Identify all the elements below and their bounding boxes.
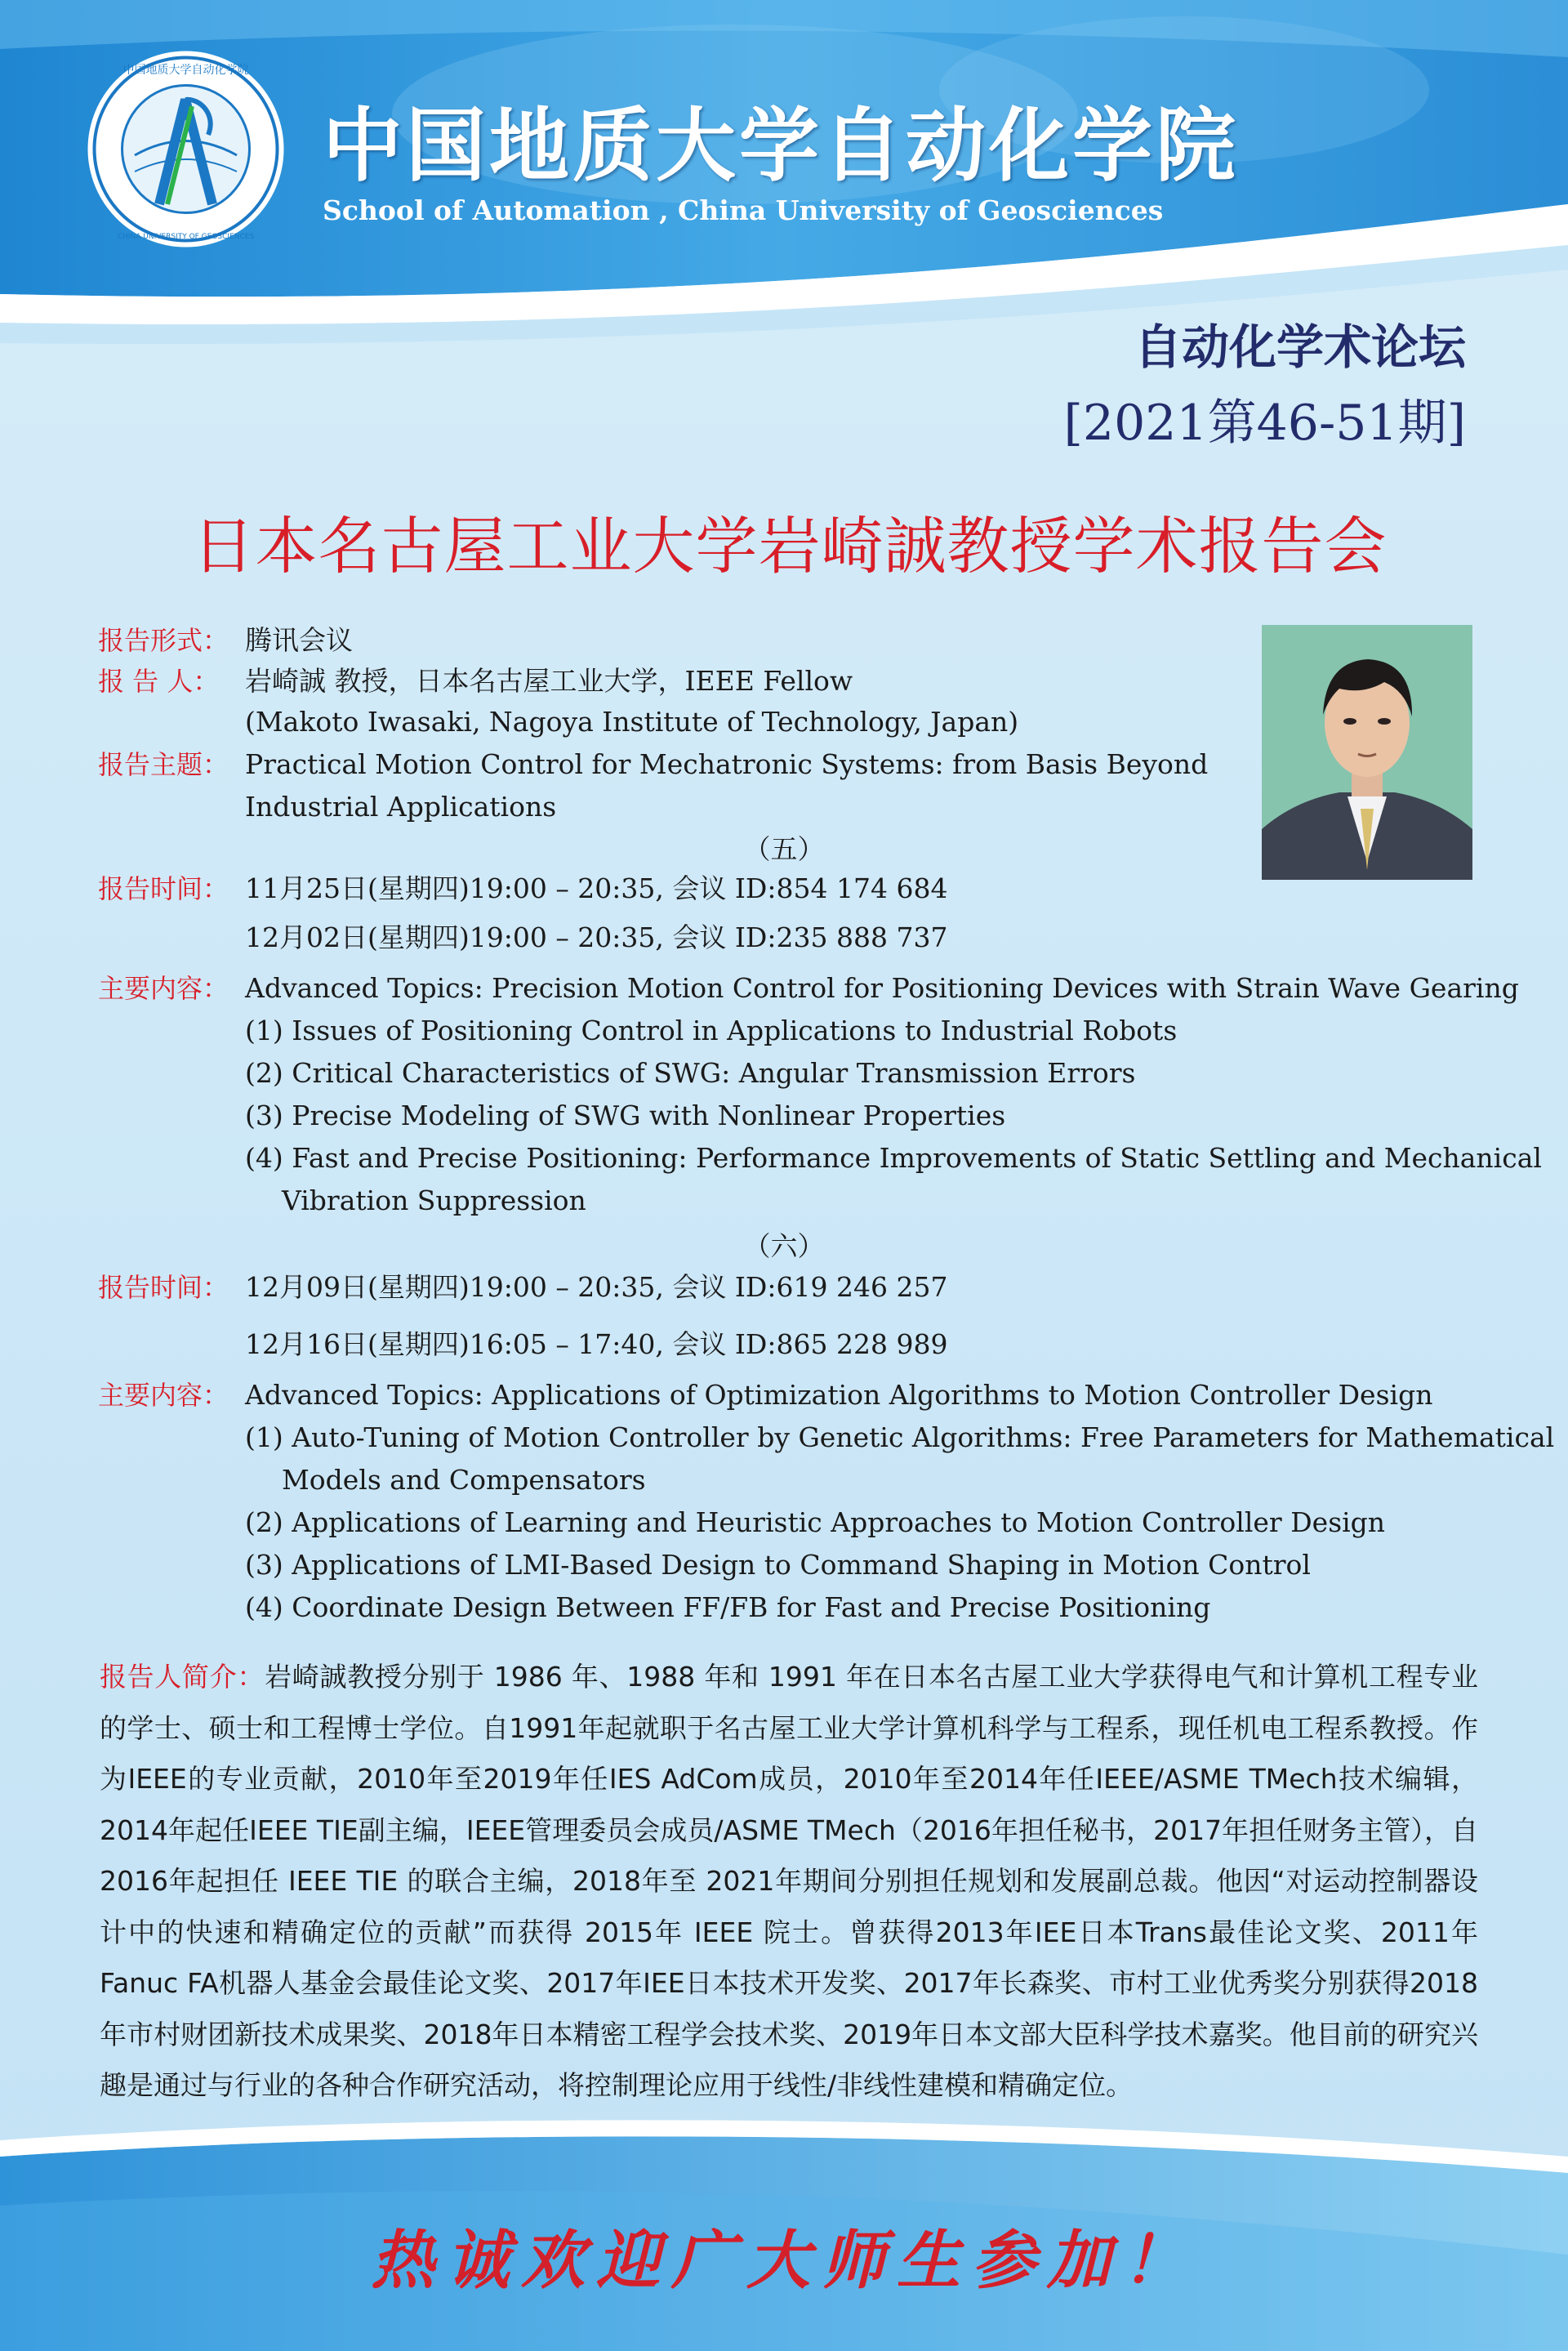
- list-item: (4) Coordinate Design Between FF/FB for Fast and Precise Positioning: [245, 1591, 1211, 1623]
- list-item: (3) Precise Modeling of SWG with Nonlinear Properties: [245, 1100, 1006, 1131]
- part6-content-title: Advanced Topics: Applications of Optimization Algorithms to Motion Controller Design: [245, 1379, 1433, 1411]
- speaker-bio: [100, 1652, 1478, 2112]
- university-logo: [86, 49, 286, 249]
- list-item: (2) Critical Characteristics of SWG: Angular Transmission Errors: [245, 1057, 1136, 1089]
- part6-time2: 12月16日(星期四)16:05 – 17:40, 会议 ID:865 228 989: [245, 1328, 948, 1360]
- part6-content-label: 主要内容：: [98, 1380, 229, 1411]
- list-item-continuation: Vibration Suppression: [282, 1184, 586, 1216]
- speaker-label: 报 告 人：: [98, 666, 220, 697]
- topic-line2: Industrial Applications: [245, 791, 557, 823]
- page-title: 日本名古屋工业大学岩崎誠教授学术报告会: [192, 510, 1388, 582]
- speaker-value-en: (Makoto Iwasaki, Nagoya Institute of Technology, Japan): [245, 706, 1019, 738]
- list-item: (1) Issues of Positioning Control in Applications to Industrial Robots: [245, 1015, 1178, 1046]
- bio-label: 报告人简介：: [100, 1661, 265, 1693]
- list-item: (2) Applications of Learning and Heuristic Approaches to Motion Controller Design: [245, 1506, 1386, 1538]
- list-item: (1) Auto-Tuning of Motion Controller by Genetic Algorithms: Free Parameters for Mathematical: [245, 1421, 1555, 1453]
- list-item-continuation: Models and Compensators: [282, 1464, 646, 1496]
- welcome-slogan: 热诚欢迎广大师生参加！: [370, 2224, 1197, 2298]
- part5-time1: 11月25日(星期四)19:00 – 20:35, 会议 ID:854 174 684: [245, 872, 948, 904]
- school-name-en: School of Automation , China University of Geosciences: [323, 194, 1164, 226]
- list-item: (3) Applications of LMI-Based Design to Command Shaping in Motion Control: [245, 1549, 1311, 1581]
- part5-content-title: Advanced Topics: Precision Motion Control for Positioning Devices with Strain Wave Gearing: [245, 972, 1519, 1004]
- list-item: (4) Fast and Precise Positioning: Performance Improvements of Static Settling and Mechanical: [245, 1142, 1542, 1174]
- part6-time1: 12月09日(星期四)19:00 – 20:35, 会议 ID:619 246 257: [245, 1271, 948, 1303]
- svg-text:CHINA UNIVERSITY OF GEOSCIENCE: CHINA UNIVERSITY OF GEOSCIENCES: [117, 233, 255, 241]
- part6-heading: （六）: [743, 1230, 825, 1262]
- part5-time2: 12月02日(星期四)19:00 – 20:35, 会议 ID:235 888 737: [245, 921, 948, 953]
- bio-text: 岩崎誠教授分别于 1986 年、1988 年和 1991 年在日本名古屋工业大学获得电气和计算机工程专业的学士、硕士和工程博士学位。自1991年起就职于名古屋工业大学计算机科学与工程系，现任机电工程系教授。作为IEEE的专业贡献，2010年至2019年任IES AdCom成员，2010年至2014年任IEEE/ASME TMech技术编辑，2014年起任IEEE TIE副主编，IEEE管理委员会成员/ASME TMech（2016年担任秘书，2017年担任财务主管），自 2016年起担任 IEEE TIE 的联合主编，2018年至 2021年期间分别担任规划和发展副总裁。他因“对运动控制器设计中的快速和精确定位的贡献”而获得 2015年 IEEE 院士。曾获得2013年IEE日本Trans最佳论文奖、2011年Fanuc FA机器人基金会最佳论文奖、2017年IEE日本技术开发奖、2017年长森奖、市村工业优秀奖分别获得2018年市村财团新技术成果奖、2018年日本精密工程学会技术奖、2019年日本文部大臣科学技术嘉奖。他目前的研究兴趣是通过与行业的各种合作研究活动，将控制理论应用于线性/非线性建模和精确定位。: [100, 1661, 1479, 2101]
- forum-issue: [2021第46-51期]: [1063, 395, 1466, 452]
- school-name-cn: 中国地质大学自动化学院: [323, 99, 1240, 193]
- speaker-value: 岩崎誠 教授，日本名古屋工业大学，IEEE Fellow: [245, 665, 853, 697]
- forum-name: 自动化学术论坛: [1134, 319, 1466, 375]
- topic-label: 报告主题：: [98, 749, 229, 780]
- part5-heading: （五）: [743, 833, 825, 865]
- svg-text:中国地质大学自动化学院: 中国地质大学自动化学院: [122, 64, 249, 77]
- part6-time-label: 报告时间：: [98, 1272, 229, 1303]
- format-label: 报告形式：: [98, 625, 229, 656]
- part5-content-label: 主要内容：: [98, 973, 229, 1004]
- format-value: 腾讯会议: [245, 624, 353, 656]
- part5-time-label: 报告时间：: [98, 873, 229, 904]
- topic-line1: Practical Motion Control for Mechatronic Systems: from Basis Beyond: [245, 748, 1209, 780]
